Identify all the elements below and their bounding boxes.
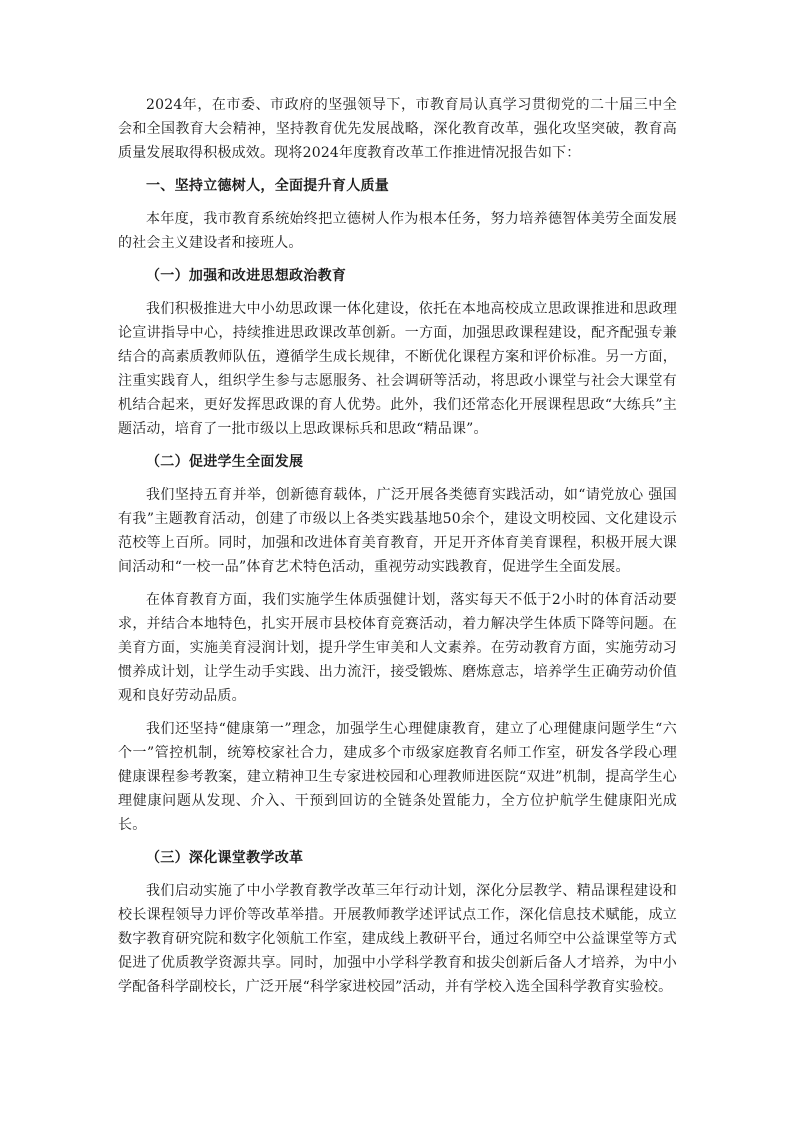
paragraph: 我们启动实施了中小学教育教学改革三年行动计划，深化分层教学、精品课程建设和校长课程领导力评价等改革举措。开展教师教学述评试点工作，深化信息技术赋能，成立数字教育研究院和数字化领航工作室，建成线上教研平台，通过名师空中公益课堂等方式促进了优质教学资源共享。同时，加强中小学科学教育和拔尖创新后备人才培养，为中小学配备科学副校长，广泛开展“科学家进校园”活动，并有学校入选全国科学教育实验校。 (118, 883, 677, 995)
paragraph: 我们积极推进大中小幼思政课一体化建设，依托在本地高校成立思政课推进和思政理论宣讲指导中心，持续推进思政课改革创新。一方面，加强思政课程建设，配齐配强专兼结合的高素质教师队伍，遵循学生成长规律，不断优化课程方案和评价标准。另一方面，注重实践育人，组织学生参与志愿服务、社会调研等活动，将思政小课堂与社会大课堂有机结合起来，更好发挥思政课的育人优势。此外，我们还常态化开展课程思政“大练兵”主题活动，培育了一批市级以上思政课标兵和思政“精品课”。 (118, 301, 677, 437)
paragraph: 我们坚持五育并举，创新德育载体，广泛开展各类德育实践活动，如“请党放心 强国有我”主题教育活动，创建了市级以上各类实践基地50余个，建设文明校园、文化建设示范校等上百所。同时，加强和改进体育美育教育，开足开齐体育美育课程，积极开展大课间活动和“一校一品”体育艺术特色活动，重视劳动实践教育，促进学生全面发展。 (118, 487, 677, 575)
section-1-intro: 本年度，我市教育系统始终把立德树人作为根本任务，努力培养德智体美劳全面发展的社会主义建设者和接班人。 (118, 211, 677, 251)
paragraph: 在体育教育方面，我们实施学生体质强健计划，落实每天不低于2小时的体育活动要求，并结合本地特色，扎实开展市县校体育竞赛活动，着力解决学生体质下降等问题。在美育方面，实施美育浸润计划，提升学生审美和人文素养。在劳动教育方面，实施劳动习惯养成计划，让学生动手实践、出力流汗，接受锻炼、磨炼意志，培养学生正确劳动价值观和良好劳动品质。 (118, 592, 677, 704)
subsection-heading-2: （二）促进学生全面发展 (146, 454, 304, 470)
paragraph: 我们还坚持“健康第一”理念，加强学生心理健康教育，建立了心理健康问题学生“六个一”管控机制，统筹校家社合力，建成多个市级家庭教育名师工作室，研发各学段心理健康课程参考教案，建立精神卫生专家进校园和心理教师进医院“双进”机制，提高学生心理健康问题从发现、介入、干预到回访的全链条处置能力，全方位护航学生健康阳光成长。 (118, 721, 677, 833)
intro-paragraph: 2024年，在市委、市政府的坚强领导下，市教育局认真学习贯彻党的二十届三中全会和全国教育大会精神，坚持教育优先发展战略，深化教育改革，强化攻坚突破，教育高质量发展取得积极成效。现将2024年度教育改革工作推进情况报告如下： (118, 97, 677, 161)
subsection-heading-3: （三）深化课堂教学改革 (146, 850, 304, 866)
section-heading-1: 一、坚持立德树人，全面提升育人质量 (146, 178, 390, 194)
document-page (118, 93, 677, 1008)
subsection-heading-1: （一）加强和改进思想政治教育 (146, 268, 347, 284)
